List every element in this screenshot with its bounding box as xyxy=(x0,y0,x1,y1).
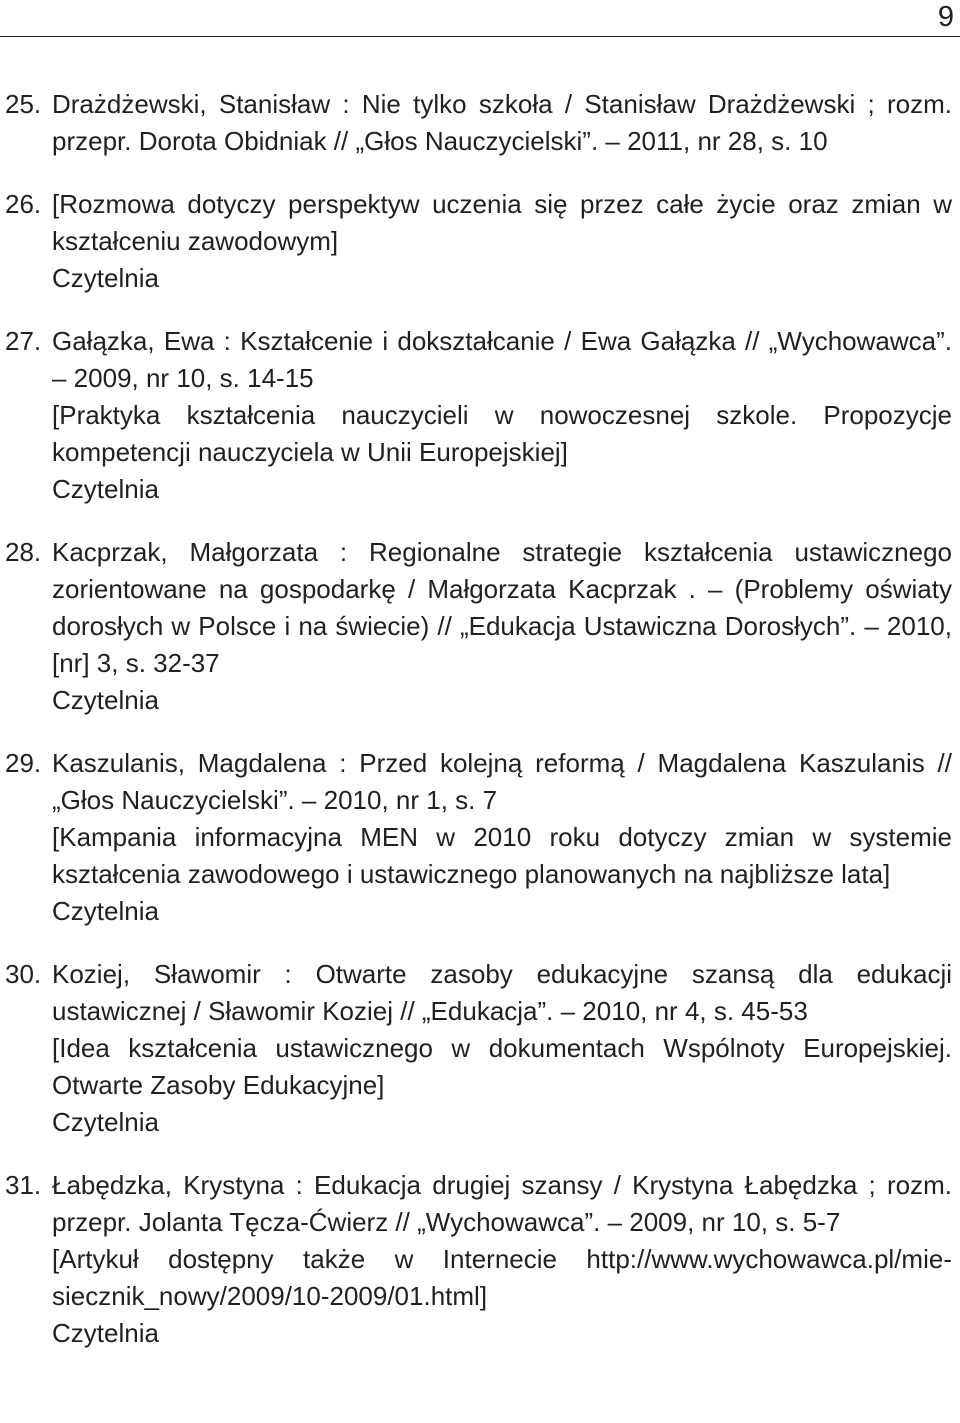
entry-location: Czytelnia xyxy=(52,474,159,504)
entry-body xyxy=(52,956,952,1141)
entry-location: Czytelnia xyxy=(52,896,159,926)
entry-citation: Koziej, Sławomir : Otwarte zasoby edukacyjne szansą dla edukacji ustawicznej / Sławomir Koziej // „Edukacja”. – 2010, nr 4, s. 45-53 xyxy=(52,959,952,1026)
entry-citation: Gałązka, Ewa : Kształcenie i dokształcanie / Ewa Gałązka // „Wychowawca”. – 2009, nr 10, s. 14-15 xyxy=(52,326,952,393)
entry-location: Czytelnia xyxy=(52,685,159,715)
entry-citation: Kacprzak, Małgorzata : Regionalne strategie kształcenia ustawicznego zorientowane na gospodarkę / Małgorzata Kacprzak . – (Problemy oświaty dorosłych w Polsce i na świecie) // „Edukacja Ustawiczna Dorosłych”. – 2010, [nr] 3, s. 32-37 xyxy=(52,537,952,678)
entry-body xyxy=(52,323,952,508)
bibliography-entry xyxy=(0,956,960,1141)
entry-number: 28. xyxy=(5,537,42,567)
entry-body xyxy=(52,86,952,160)
bibliography-entry xyxy=(0,323,960,508)
entry-number: 30. xyxy=(5,959,42,989)
entry-location: Czytelnia xyxy=(52,1318,159,1348)
entry-annotation: [Kampania informacyjna MEN w 2010 roku dotyczy zmian w systemie kształcenia zawodowego i ustawicznego planowanych na najbliższe lata] xyxy=(52,822,952,889)
header-rule xyxy=(0,36,960,37)
entry-body xyxy=(52,745,952,930)
entry-number: 29. xyxy=(5,748,42,778)
bibliography-list xyxy=(0,86,960,1378)
entry-citation: Kaszulanis, Magdalena : Przed kolejną reformą / Magdalena Kaszulanis // „Głos Nauczycielski”. – 2010, nr 1, s. 7 xyxy=(52,748,952,815)
entry-citation: Łabędzka, Krystyna : Edukacja drugiej szansy / Krystyna Łabędzka ; rozm. przepr. Jolanta Tęcza-Ćwierz // „Wychowawca”. – 2009, nr 10, s. 5-7 xyxy=(52,1170,952,1237)
bibliography-entry xyxy=(0,745,960,930)
entry-number: 26. xyxy=(5,189,42,219)
entry-citation: [Rozmowa dotyczy perspektyw uczenia się przez całe życie oraz zmian w kształceniu zawodowym] xyxy=(52,189,952,256)
entry-location: Czytelnia xyxy=(52,263,159,293)
entry-annotation: [Artykuł dostępny także w Internecie http://www.wychowawca.pl/miesiecznik_nowy/2009/10-2009/01.html] xyxy=(52,1244,952,1311)
entry-annotation: [Praktyka kształcenia nauczycieli w nowoczesnej szkole. Propozycje kompetencji nauczyciela w Unii Europejskiej] xyxy=(52,400,952,467)
bibliography-entry xyxy=(0,86,960,160)
entry-number: 31. xyxy=(5,1170,42,1200)
bibliography-entry xyxy=(0,186,960,297)
entry-number: 25. xyxy=(5,89,42,119)
entry-body xyxy=(52,1167,952,1352)
page-number: 9 xyxy=(937,1,954,33)
entry-citation: Drażdżewski, Stanisław : Nie tylko szkoła / Stanisław Drażdżewski ; rozm. przepr. Dorota Obidniak // „Głos Nauczycielski”. – 2011, nr 28, s. 10 xyxy=(52,89,952,156)
bibliography-entry xyxy=(0,534,960,719)
entry-number: 27. xyxy=(5,326,42,356)
entry-annotation: [Idea kształcenia ustawicznego w dokumentach Wspólnoty Europejskiej. Otwarte Zasoby Edukacyjne] xyxy=(52,1033,952,1100)
entry-location: Czytelnia xyxy=(52,1107,159,1137)
entry-body xyxy=(52,186,952,297)
bibliography-entry xyxy=(0,1167,960,1352)
entry-body xyxy=(52,534,952,719)
